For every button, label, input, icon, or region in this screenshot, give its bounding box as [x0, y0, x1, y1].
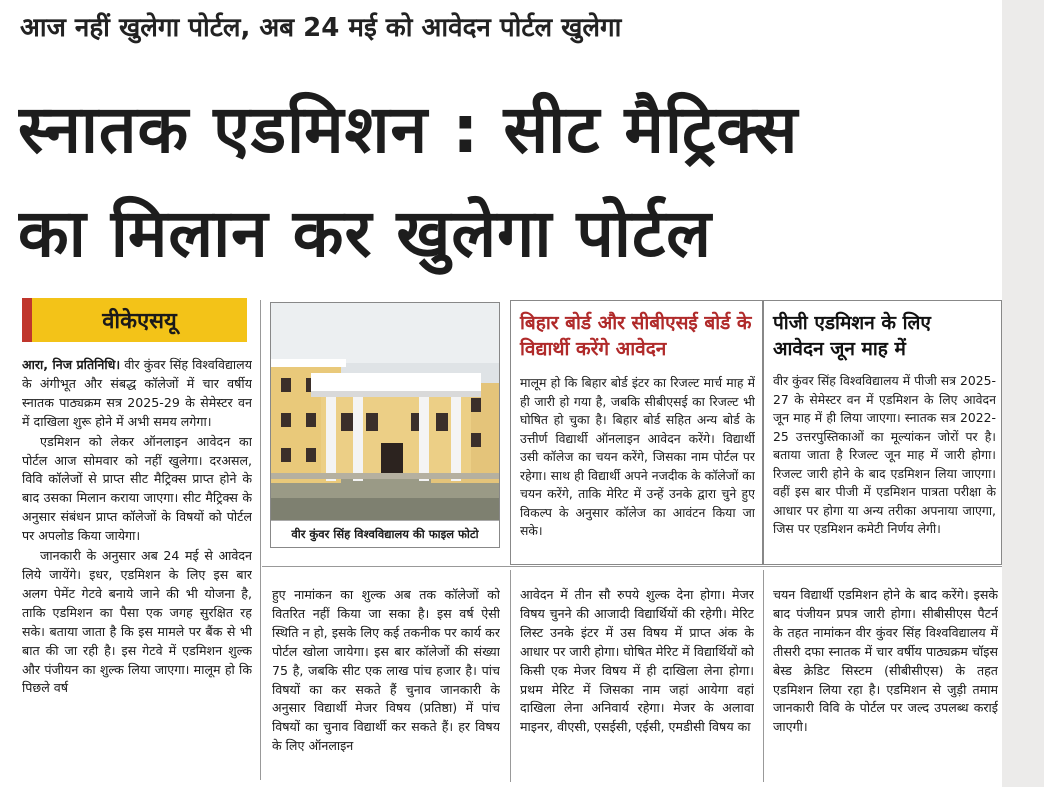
photo-caption: वीर कुंवर सिंह विश्वविद्यालय की फाइल फोटो [271, 520, 499, 547]
headline-line-1: स्नातक एडमिशन : सीट मैट्रिक्स [18, 91, 799, 168]
column-3-para-1: आवेदन में तीन सौ रुपये शुल्क देना होगा। मेजर विषय चुनने की आजादी विद्यार्थियों की रहेगी। मेरिट लिस्ट उनके इंटर में उस विषय में प्राप्त अंक के आधार पर जारी होगा। घोषित मेरिट में विद्यार्थियों को किसी एक मेजर विषय में ही दाखिला लेना होगा। प्रथम मेरिट में जिसका नाम जहां आयेगा वहां दाखिला लेना अनिवार्य रहेगा। मेजर के अलावा माइनर, वीएसी, एसईसी, एईसी, एमडीसी विषय का [520, 587, 754, 735]
kicker-headline: आज नहीं खुलेगा पोर्टल, अब 24 मई को आवेदन पोर्टल खुलेगा [20, 13, 622, 43]
box-pg-body [773, 372, 996, 564]
column-3 [520, 586, 754, 782]
lower-section-rule [262, 566, 1002, 567]
column-divider-2 [510, 570, 511, 782]
column-divider [260, 300, 261, 780]
box-bihar-para: मालूम हो कि बिहार बोर्ड इंटर का रिजल्ट मार्च माह में ही जारी हो गया है, जबकि सीबीएसई का रिजल्ट भी घोषित हो चुका है। बिहार बोर्ड सहित अन्य बोर्ड के उत्तीर्ण विद्यार्थी ऑनलाइन आवेदन करेंगे। विद्यार्थी उसी कॉलेज का चयन करेंगे, जिसका नाम पोर्टल पर रहेगा। साथ ही विद्यार्थी अपने नजदीक के कॉलेजों का चयन करेंगे, ताकि मेरिट में उन्हें उनके द्वारा चुने हुए विकल्प के अनुसार कॉलेज का आवंटन किया जा सके। [520, 375, 755, 538]
column-2 [272, 586, 500, 782]
box-bihar-heading: बिहार बोर्ड और सीबीएसई बोर्ड के विद्यार्थी करेंगे आवेदन [520, 312, 752, 360]
column-2-para-1: हुए नामांकन का शुल्क अब तक कॉलेजों को वितरित नहीं किया जा सका है। इस वर्ष ऐसी स्थिति न हो, इसके लिए कई तकनीक पर कार्य कर पोर्टल खोला जायेगा। इस बार कॉलेजों की संख्या 75 है, जबकि सीट एक लाख पांच हजार है। पांच विषयों का कर सकते हैं चुनाव जानकारी के अनुसार विद्यार्थी मेजर विषय (प्रतिष्ठा) में पांच विषयों का चुनाव विद्यार्थी कर सकते हैं। हर विषय के लिए ऑनलाइन [272, 587, 500, 754]
box-pg-para: वीर कुंवर सिंह विश्वविद्यालय में पीजी सत्र 2025-27 के सेमेस्टर वन में एडमिशन के लिए आवेदन जून माह में ही लिया जाएगा। स्नातक सत्र 2022-25 उत्तरपुस्तिकाओं का मूल्यांकन जोरों पर है। बताया जाता है रिजल्ट जून माह में जारी होगा। रिजल्ट जारी होने के बाद एडमिशन लिया जाएगा। वहीं इस बार पीजी में एडमिशन पात्रता परीक्षा के आधार पर होगा या अन्य तरीका अपनाया जाएगा, जिस पर एडमिशन कमेटी निर्णय लेगी। [773, 373, 996, 536]
news-photo [270, 302, 500, 548]
box-pg-heading: पीजी एडमिशन के लिए आवेदन जून माह में [773, 312, 931, 360]
column-1 [22, 356, 252, 781]
dateline: आरा, निज प्रतिनिधि। [22, 357, 121, 372]
column-4 [773, 586, 998, 782]
column-1-para-1-text: वीर कुंवर सिंह विश्वविद्यालय के अंगीभूत और संबद्ध कॉलेजों में चार वर्षीय स्नातक पाठ्यक्रम सत्र 2025-29 के सेमेस्टर वन में दाखिला शुरू होने में अभी समय लगेगा। [22, 357, 252, 429]
box-bihar-body [520, 374, 755, 564]
column-1-para-3: जानकारी के अनुसार अब 24 मई से आवेदन लिये जायेंगे। इधर, एडमिशन के लिए इस बार अलग पेमेंट गेटवे बनाये जाने की भी योजना है, ताकि एडमिशन का पैसा एक जगह सुरक्षित रह सके। बताया जाता है कि इस मामले पर बैंक से भी बात की जा रही है। इस गेटवे में एडमिशन शुल्क और पंजीयन का शुल्क लिया जाएगा। मालूम हो कि पिछले वर्ष [22, 548, 252, 696]
column-4-para-1: चयन विद्यार्थी एडमिशन होने के बाद करेंगे। इसके बाद पंजीयन प्रपत्र जारी होगा। सीबीसीएस पैटर्न के तहत नामांकन वीर कुंवर सिंह विश्वविद्यालय में तीसरी दफा स्नातक में चार वर्षीय पाठ्यक्रम चॉइस बेस्ड क्रेडिट सिस्टम (सीबीसीएस) के तहत एडमिशन लिया रहा है। एडमिशन से जुड़ी तमाम जानकारी विवि के पोर्टल पर जल्द उपलब्ध कराई जाएगी। [773, 587, 998, 735]
main-headline [18, 78, 998, 286]
section-tag: वीकेएसयू [22, 298, 247, 342]
column-divider-3 [763, 570, 764, 782]
headline-line-2: का मिलान कर खुलेगा पोर्टल [18, 195, 712, 272]
university-building-illustration [271, 303, 499, 523]
column-1-para-1 [22, 356, 252, 432]
page-edge-strip [1002, 0, 1044, 787]
column-1-para-2: एडमिशन को लेकर ऑनलाइन आवेदन का पोर्टल आज सोमवार को नहीं खुलेगा। दरअसल, विवि कॉलेजों से प्राप्त सीट मैट्रिक्स प्राप्त होने के बाद उसका मिलान कराया जाएगा। सीट मैट्रिक्स के अनुसार संबंधन प्राप्त कॉलेजों के विषयों को पोर्टल पर अपलोड किया जायेगा। [22, 433, 252, 544]
